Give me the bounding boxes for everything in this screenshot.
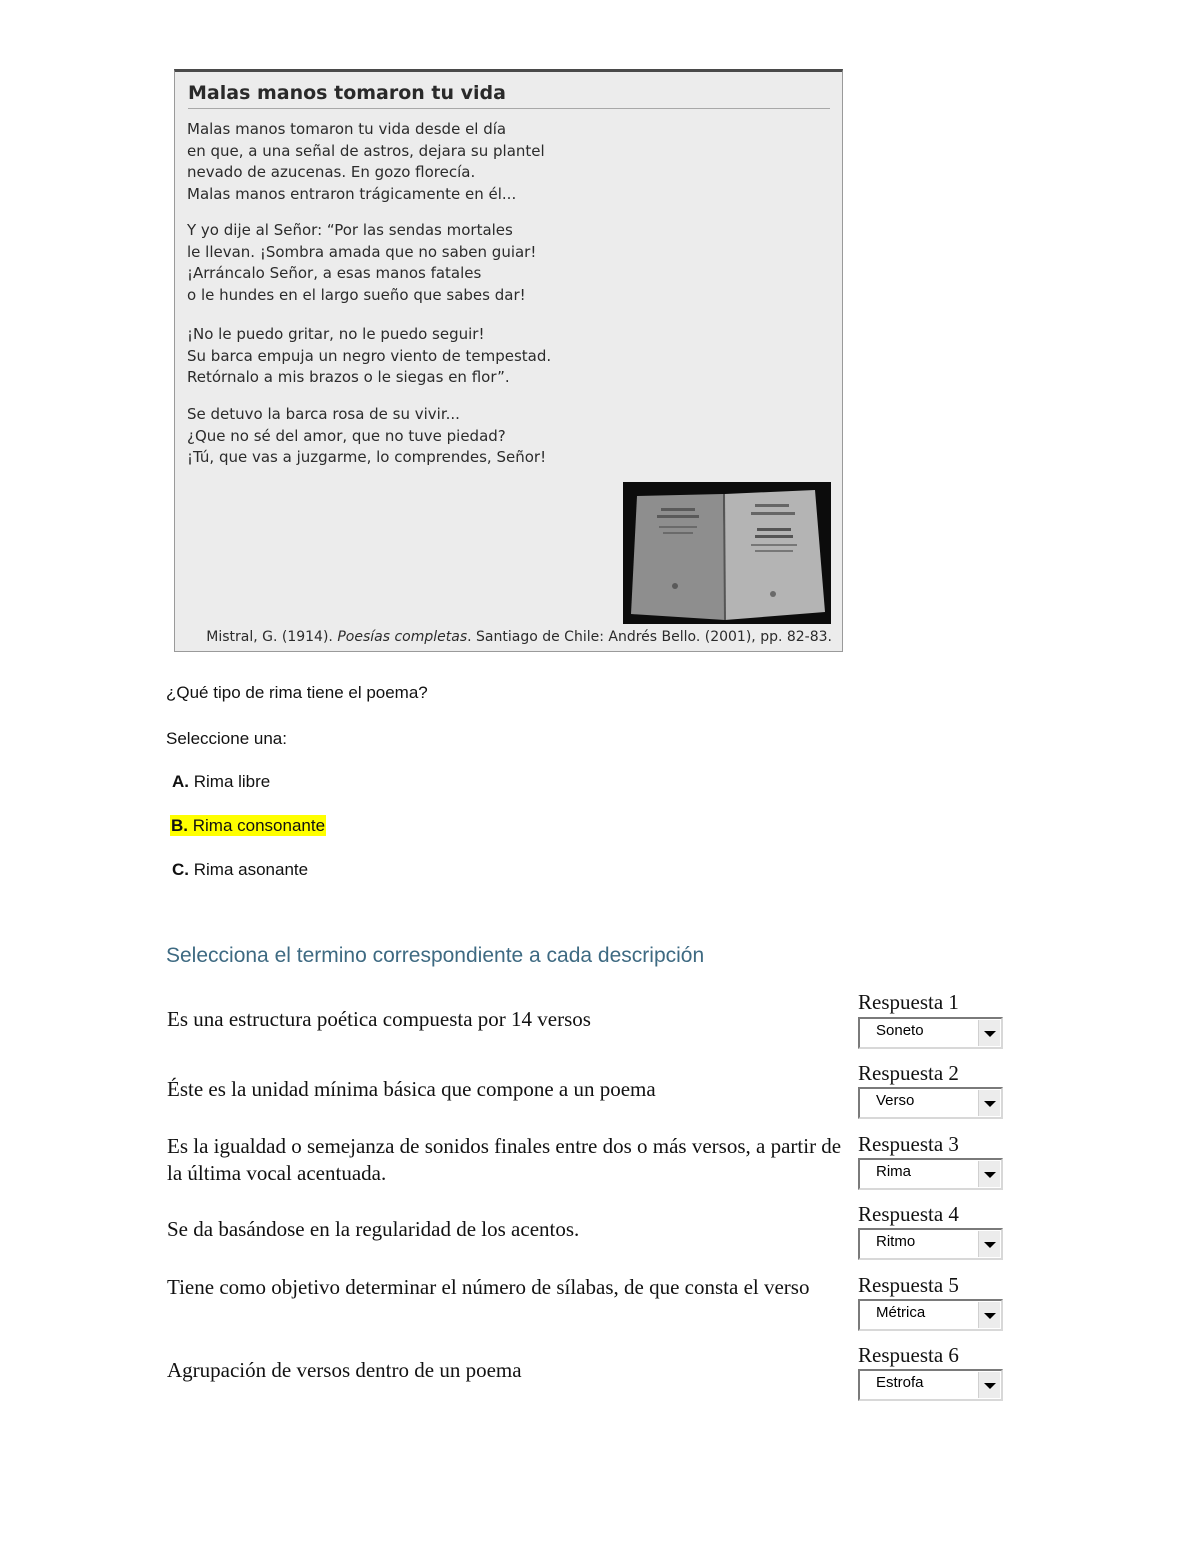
poem-card [174, 69, 843, 652]
answer-select-value: Métrica [876, 1304, 926, 1321]
dropdown-arrow-icon[interactable] [978, 1090, 1000, 1116]
answer-select-value: Estrofa [876, 1374, 924, 1391]
description-5: Tiene como objetivo determinar el número de sílabas, de que consta el verso [167, 1275, 810, 1299]
open-book-photo [623, 482, 831, 624]
answer-label-6: Respuesta 6 [858, 1343, 959, 1367]
question-instruction: Seleccione una: [166, 729, 287, 748]
poem-verse: Malas manos entraron trágicamente en él... [187, 184, 517, 203]
poem-verse: o le hundes en el largo sueño que sabes dar! [187, 285, 526, 304]
answer-select-2[interactable] [858, 1087, 1003, 1119]
description-3: Es la igualdad o semejanza de sonidos finales entre dos o más versos, a partir de la última vocal acentuada. [167, 1134, 842, 1185]
option-letter: C. [172, 860, 189, 879]
poem-stanza-3 [187, 324, 551, 389]
poem-verse: nevado de azucenas. En gozo florecía. [187, 163, 476, 181]
option-text: Rima asonante [193, 860, 309, 879]
dropdown-arrow-icon[interactable] [978, 1161, 1000, 1187]
poem-verse: ¡Arráncalo Señor, a esas manos fatales [187, 264, 482, 282]
dropdown-arrow-icon[interactable] [978, 1302, 1000, 1328]
answer-label-4: Respuesta 4 [858, 1202, 959, 1226]
option-text: Rima libre [193, 772, 271, 791]
answer-select-value: Ritmo [876, 1233, 916, 1250]
poem-verse: Se detuvo la barca rosa de su vivir... [187, 405, 460, 423]
answer-select-1[interactable] [858, 1017, 1003, 1049]
dropdown-arrow-icon[interactable] [978, 1231, 1000, 1257]
answer-label-2: Respuesta 2 [858, 1061, 959, 1085]
poem-verse: Su barca empuja un negro viento de tempestad. [187, 346, 552, 365]
citation-publisher: . Santiago de Chile: Andrés Bello. (2001), pp. 82-83. [467, 629, 832, 645]
poem-verse: ¿Que no sé del amor, que no tuve piedad? [187, 426, 506, 445]
answer-select-value: Verso [876, 1092, 915, 1109]
option-letter: A. [172, 772, 189, 791]
poem-verse: Y yo dije al Señor: “Por las sendas mortales [187, 221, 513, 239]
answer-select-5[interactable] [858, 1299, 1003, 1331]
matching-section-title: Selecciona el termino correspondiente a cada descripción [166, 944, 705, 967]
poem-citation [206, 629, 832, 645]
poem-stanza-1 [187, 119, 545, 205]
description-1: Es una estructura poética compuesta por 14 versos [167, 1007, 591, 1031]
dropdown-arrow-icon[interactable] [978, 1020, 1000, 1046]
poem-stanza-2 [187, 220, 536, 306]
poem-verse: ¡No le puedo gritar, no le puedo seguir! [187, 325, 485, 343]
option-a[interactable] [172, 772, 270, 792]
poem-title: Malas manos tomaron tu vida [188, 82, 830, 109]
option-c[interactable] [172, 860, 308, 880]
question-prompt: ¿Qué tipo de rima tiene el poema? [166, 683, 428, 702]
option-b[interactable] [170, 816, 326, 836]
answer-select-value: Soneto [876, 1022, 924, 1039]
option-letter: B. [171, 816, 188, 835]
option-text: Rima consonante [192, 816, 326, 835]
description-4: Se da basándose en la regularidad de los acentos. [167, 1217, 580, 1241]
answer-label-3: Respuesta 3 [858, 1132, 959, 1156]
dropdown-arrow-icon[interactable] [978, 1372, 1000, 1398]
poem-verse: Retórnalo a mis brazos o le siegas en flor”. [187, 368, 510, 386]
description-2: Éste es la unidad mínima básica que compone a un poema [167, 1077, 656, 1101]
answer-select-3[interactable] [858, 1158, 1003, 1190]
selected-answer-highlight [170, 815, 326, 836]
answer-select-value: Rima [876, 1163, 912, 1180]
answer-select-4[interactable] [858, 1228, 1003, 1260]
poem-verse: en que, a una señal de astros, dejara su plantel [187, 141, 545, 160]
citation-book-title: Poesías completas [337, 629, 468, 645]
open-book-illustration [623, 482, 831, 624]
poem-verse: le llevan. ¡Sombra amada que no saben guiar! [187, 242, 537, 261]
answer-label-1: Respuesta 1 [858, 990, 959, 1014]
poem-stanza-4 [187, 404, 546, 469]
citation-author: Mistral, G. (1914). [206, 629, 338, 645]
poem-verse: ¡Tú, que vas a juzgarme, lo comprendes, Señor! [187, 448, 547, 466]
answer-label-5: Respuesta 5 [858, 1273, 959, 1297]
description-6: Agrupación de versos dentro de un poema [167, 1358, 522, 1382]
answer-select-6[interactable] [858, 1369, 1003, 1401]
poem-verse: Malas manos tomaron tu vida desde el día [187, 120, 507, 138]
